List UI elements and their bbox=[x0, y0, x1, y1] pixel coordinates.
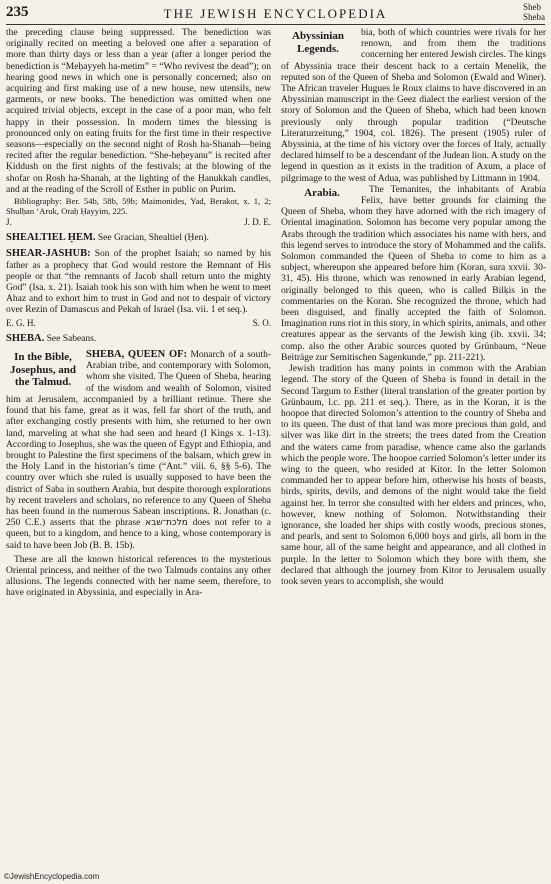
entry-text: Monarch of a south-Arabian tribe, and contemporary with Solomon, whom she visited. The Queen of Sheba, hearing of the wisdom and wealth of Solomon, visited him at Jerusalem, accompanied by a brilliant retinue. There she found that his fame, great as it was, fell far short of the truth, and after exchanging costly presents with him, she returned to her own land, marveling at what she had seen and heard (I Kings x. 1-13). According to Josephus, she was the queen of Egypt and Ethiopia, and brought to Palestine the first specimens of the balsam, which grew in the Holy Land in the historian’s time (“Ant.” viii. 6, §§ 5-6). The country over which she ruled is usually supposed to have been the district of Saba in southern Arabia, but despite thorough explorations by recent travelers and scholars, no reference to any Queen of Sheba has been found in the numerous Sabean inscriptions. R. Jonathan (c. 250 C.E.) asserts that the phrase bbox=[6, 350, 271, 529]
copyright-footer: ©JewishEncyclopedia.com bbox=[4, 872, 100, 881]
author-signature bbox=[6, 217, 271, 228]
signature-left: E. G. H. bbox=[6, 317, 36, 328]
page-header bbox=[6, 2, 545, 25]
bibliography: Bibliography: Ber. 54b, 58b, 59b; Maimonides, Yad, Berakot, x. 1, 2; Shulḥan ‘Aruk, Oraḥ Ḥayyim, 225. bbox=[6, 196, 271, 217]
entry-heading: SHEBA. bbox=[6, 332, 45, 344]
guide-word-first: Sheb bbox=[523, 2, 541, 12]
sidenote-abyssinian-legends: Abyssinian Legends. bbox=[292, 30, 344, 55]
entry-text: See Sabeans. bbox=[44, 333, 97, 344]
entry-heading: SHEBA, QUEEN OF: bbox=[86, 349, 188, 361]
entry-shear-jashub bbox=[6, 248, 271, 316]
left-column bbox=[6, 28, 271, 868]
entry-queen-of-sheba bbox=[6, 349, 271, 552]
article-paragraph: These are all the known historical references to the mysterious Oriental princess, and neither of the two Talmuds contains any other allusions. The legends connected with her name seem, therefore, to have originated in Abyssinia, and especially in Ara- bbox=[6, 554, 271, 599]
entry-sheba bbox=[6, 333, 271, 345]
article-paragraph: Arabia. The Temanites, the inhabitants of Arabia Felix, have better grounds for claiming the Queen of Sheba, whom they have adorned with the rich imagery of Oriental imagination. Solomon has become very popular among the Arabs through the tradition which associates his name with hers, and this legend serves to introduce the story of Mohammed and the califs. Solomon commanded the Queen of Sheba to come to him as a subject, whereupon she appeared before him (Koran, sura xxvii. 30-31, 45). His throne, which was renowned in early Arabian legend, originally belonged to this queen, who is called Bilḳis in the commentaries on the Koran. She recognized the throne, which had been disguised, and finally accepted the faith of Solomon. Imagination runs riot in this story, in which spirits, animals, and other creatures appear as the servants of the Jewish king (ib. xxvii. 34; comp. also the other Arabic sources quoted by Grünbaum, “Neue Beiträge zur Semitischen Sagenkunde,” pp. 211-221). bbox=[281, 184, 546, 363]
author-signature bbox=[6, 318, 271, 329]
entry-text: See Gracian, Shealtiel (Ḥen). bbox=[95, 233, 209, 244]
signature-right: J. D. E. bbox=[244, 217, 271, 228]
right-column bbox=[281, 28, 546, 868]
entry-text: Son of the prophet Isaiah; so named by his father as a prophecy that God would restore the Remnant of His people or that “the remnants of Jacob shall return unto the mighty God” (Isa. x. 21). Isaiah took his son with him when he went to meet Ahaz and to exhort him to trust in God and not to despair of victory over Rezin of Damascus and Pekah of Israel (Isa. vii. 1 et seq.). bbox=[6, 249, 271, 316]
entry-heading: SHEAR-JASHUB: bbox=[6, 248, 91, 260]
running-title: THE JEWISH ENCYCLOPEDIA bbox=[163, 6, 388, 21]
entry-shealtiel bbox=[6, 232, 271, 244]
guide-word-last: Sheba bbox=[523, 12, 545, 22]
article-paragraph: Jewish tradition has many points in common with the Arabian legend. The story of the Queen of Sheba is found in detail in the Second Targum to Esther (literal translation of the greater portion by Grünbaum, l.c. pp. 211 et seq.). There, as in the Koran, it is the hoopoe that directed Solomon’s attention to the country of Sheba and to its queen. The dust of that land was more precious than gold, and silver was like dirt in the streets; the trees dated from the Creation and the waters came from paradise, whence came also the garlands which the people wore. The hoopoe carried Solomon’s letter under its wing to the queen, who resided at Kitor. In the letter Solomon commanded her to appear before him, otherwise his hosts of beasts, birds, spirits, devils, and demons of the night would take the field against her. In terror she consulted with her elders and princes, who, however, knew nothing of Solomon. Notwithstanding their ignorance, she loaded her ships with costly woods, precious stones, and pearls, and sent to Solomon 6,000 boys and girls, all born in the same hour, all of the same height and appearance, and all clothed in purple. In the letter to Solomon which they bore with them, she declared that although the journey from Kitor to Jerusalem usually took seven years to accomplish, she would bbox=[281, 364, 546, 587]
signature-right: S. O. bbox=[252, 317, 271, 328]
article-paragraph: the preceding clause being suppressed. The benediction was originally recited on meeting a beloved one after a separation of more than thirty days or less than a year (after a longer period the benediction is “Meḥayyeh ha-metim” = “Who revivest the dead”); on hearing good news in which one is personally concerned; also on acquiring and first making use of a new house, new utensils, new garments, or new books. The benediction was omitted when one acquired trivial objects, except in the case of a poor man, who felt happy in their possession. In modern times the blessing is pronounced only on eating fruits for the first time in their respective seasons—especially on the second night of Rosh ha-Shanah—being recited after the regular benediction. “She-heḥeyanu” is recited after Ḳiddush on the first nights of the festivals; at the blowing of the shofar on Rosh ha-Shanah, at the lighting of the Ḥanukkah candles, and at the reading of the Scroll of Esther in public on Purim. bbox=[6, 28, 271, 195]
entry-text-continued: does not refer to a queen, but to a kingdom, and hence to a king, whose contemporary is said to have been Job (B. B. 15b). bbox=[6, 518, 271, 551]
sidenote-bible-josephus-talmud: In the Bible, Josephus, and the Talmud. bbox=[9, 351, 77, 389]
entry-heading: SHEALTIEL ḤEM. bbox=[6, 232, 96, 244]
page-number: 235 bbox=[6, 4, 29, 20]
article-paragraph: Abyssinian Legends. bia, both of which countries were rivals for her renown, and from them the traditions concerning her entered Jewish circles. The kings of Abyssinia trace their descent back to a certain Menelik, the reputed son of the Queen of Sheba and Solomon (Ewald and Winer). The African traveler Hugues le Roux claims to have discovered in an Abyssinian manuscript in the Geez dialect the earliest version of the story of Solomon and the Queen of Sheba, which had been known previously only through popular tradition (“Deutsche Literaturzeitung,” 1904, col. 1826). The present (1905) ruler of Abyssinia, at the time of his victory over the forces of Italy, actually declared himself to be a descendant of the Judean lion. A study on the legend in question as it exists in the tradition of Axum, a place of pilgrimage to the west of Adua, was published by Littmann in 1904. bbox=[281, 28, 546, 184]
sidenote-arabia: Arabia. bbox=[304, 186, 340, 199]
guide-words bbox=[523, 2, 545, 22]
hebrew-phrase: מלכת־שבא bbox=[145, 518, 188, 529]
signature-left: J. bbox=[6, 217, 12, 228]
